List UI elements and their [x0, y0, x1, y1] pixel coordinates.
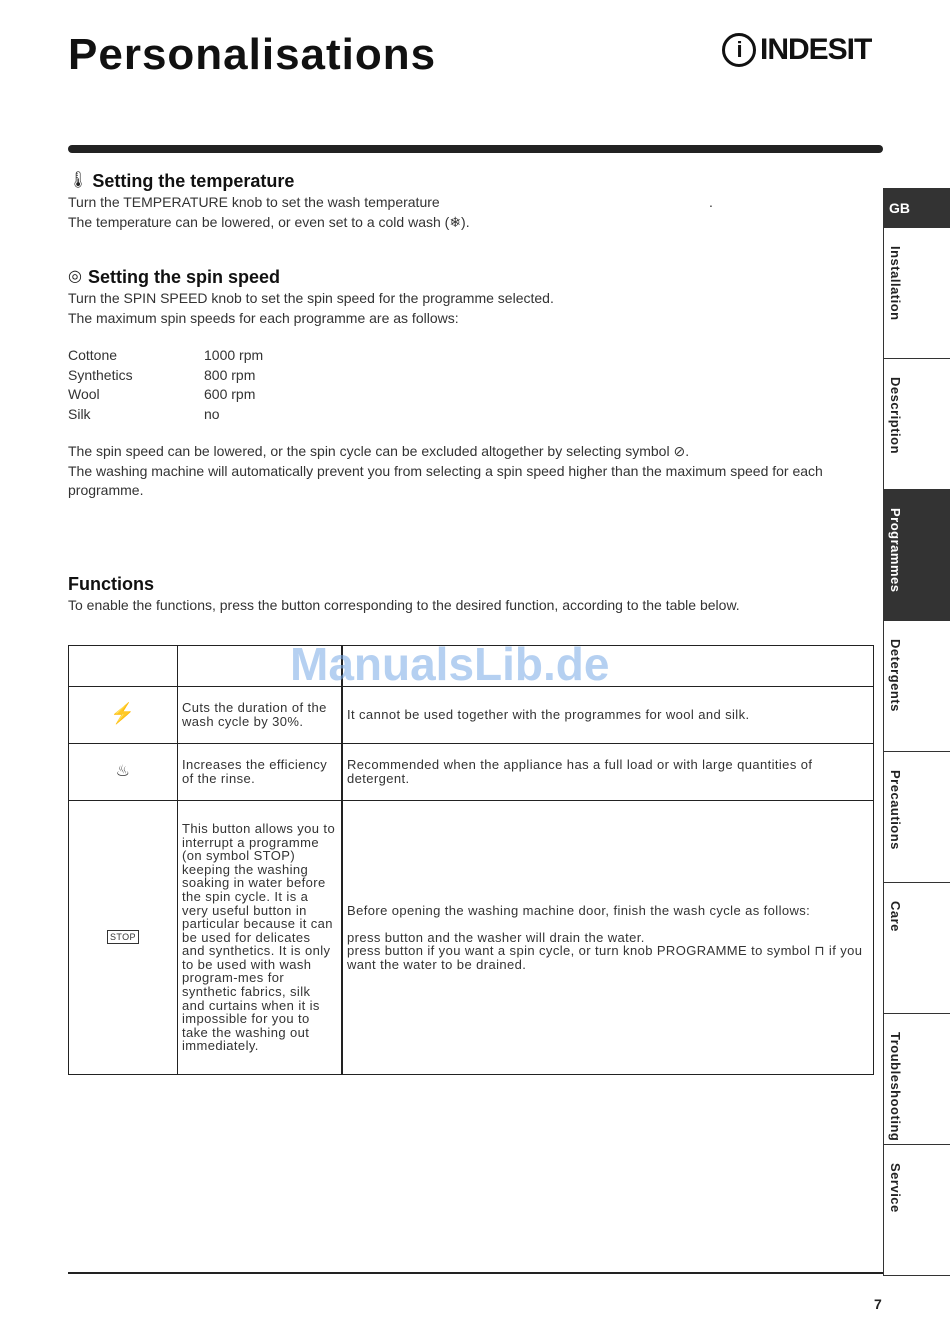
- extra-rinse-icon: ♨: [69, 744, 178, 801]
- sidebar-item-installation[interactable]: Installation: [883, 228, 950, 359]
- brand-logo: i INDESIT: [722, 33, 871, 67]
- quick-wash-icon: ⚡: [69, 687, 178, 744]
- sidebar-item-description[interactable]: Description: [883, 359, 950, 490]
- header-divider: [68, 145, 883, 153]
- sidebar-item-precautions[interactable]: Precautions: [883, 752, 950, 883]
- watermark: ManualsLib.de: [290, 638, 610, 690]
- table-row: STOP This button allows you to interrupt a programme (on symbol STOP) keeping the washing soaking in water before the spin cycle. It is a very useful button in particular because it can be used for delicates and synthetics. It is only to be used with wash program-mes for synthetic fabrics, silk and curtains when it is impossible for you to take the washing out immediately. Before opening the washing machine door, finish the wash cycle as follows: press button and the washer will drain the water. press button if you want a spin cycle, or turn knob PROGRAMME to symbol ⊓ if you want the water to be drained.: [69, 801, 874, 1075]
- temperature-text: Turn the TEMPERATURE knob to set the wash temperature . The temperature can be lowered, or even set to a cold wash (❄).: [68, 194, 713, 230]
- spin-icon: ◎: [68, 268, 82, 285]
- spin-notes: The spin speed can be lowered, or the spin cycle can be excluded altogether by selecting symbol ⊘. The washing machine will automatically prevent you from selecting a spin speed higher than the maximum speed for each programme.: [68, 443, 823, 498]
- sidebar-item-troubleshooting[interactable]: Troubleshooting: [883, 1014, 950, 1145]
- sidebar-item-care[interactable]: Care: [883, 883, 950, 1014]
- footer-divider: [68, 1272, 883, 1274]
- sidebar-item-programmes[interactable]: Programmes: [883, 490, 950, 621]
- functions-intro: To enable the functions, press the button corresponding to the desired function, according to the table below.: [68, 597, 740, 613]
- language-tab[interactable]: GB: [883, 188, 950, 228]
- logo-mark-icon: i: [722, 33, 756, 67]
- temperature-heading: 🌡 Setting the temperature: [68, 171, 295, 191]
- sidebar-item-detergents[interactable]: Detergents: [883, 621, 950, 752]
- spin-heading: ◎ Setting the spin speed: [68, 267, 280, 287]
- rinse-hold-icon: STOP: [69, 801, 178, 1075]
- sidebar-item-service[interactable]: Service: [883, 1145, 950, 1276]
- table-row: ♨ Increases the efficiency of the rinse. Recommended when the appliance has a full load or with large quantities of detergent.: [69, 744, 874, 801]
- functions-heading: Functions: [68, 574, 154, 594]
- spin-text: Turn the SPIN SPEED knob to set the spin speed for the programme selected. The maximum spin speeds for each programme are as follows:: [68, 290, 554, 326]
- page-number: 7: [874, 1296, 882, 1312]
- thermometer-icon: 🌡: [68, 172, 89, 189]
- page-title: Personalisations: [68, 30, 437, 79]
- functions-table: [68, 645, 874, 1075]
- spin-speed-list: Cottone 1000 rpm Synthetics 800 rpm Wool 600 rpm Silk no: [68, 347, 264, 422]
- table-row: ⚡ Cuts the duration of the wash cycle by 30%. It cannot be used together with the programmes for wool and silk.: [69, 687, 874, 744]
- sidebar-nav: [883, 188, 950, 1276]
